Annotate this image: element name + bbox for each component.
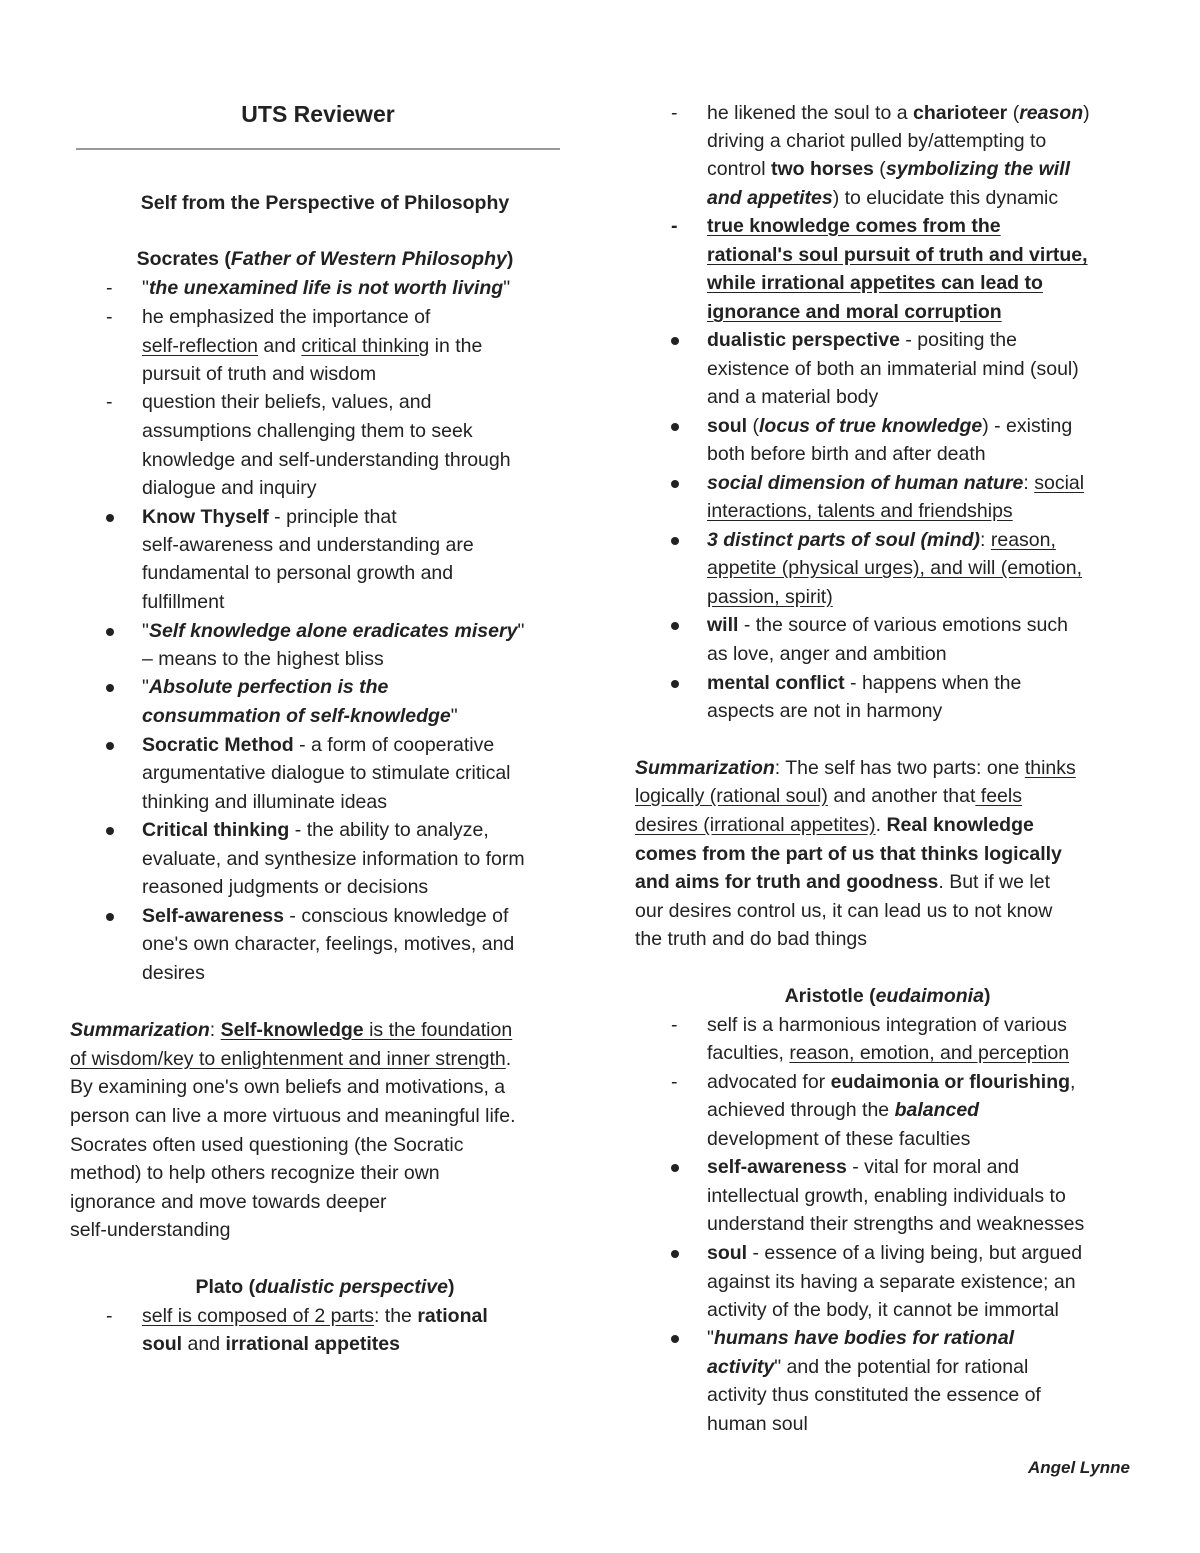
document-page: UTS Reviewer Self from the Perspective of Philosophy Socrates (Father of Western Philosophy) - "the unexamined life is not worth living" - he emphasized the importance of self-reflection and critical thinking in the pursuit of truth and wisdom - question their beliefs, values, and assumptions challenging them to seek knowledge and self-understanding through dialogue and inquiry Know Thyself - principle that self-awareness and understanding are fundamental to personal growth and fulfillment "Self knowledge alone eradicates misery" – means to the highest bliss "Absolute perfection is the consummation of self-knowledge" Socratic Method - a form of cooperative argumentative dialogue to stimulate critical thinking and illuminate ideas Critical thinking - the ability to analyze, evaluate, and synthesize information to form reasoned judgments or decisions Self-awareness - conscious knowledge of one's own character, feelings, motives, and desires Summarization: Self-knowledge is the foundation of wisdom/key to enlightenment and inner strength. By examining one's own beliefs and motivations, a person can live a more virtuous and meaningful life. Socrates often used questioning (the Socratic method) to help others recognize their own ignorance and move towards deeper self-understanding Plato (dualistic perspective) - self is composed of 2 parts: the rational soul and irrational appetites - he likened the soul to a charioteer (reason) driving a chariot pulled by/attempting to control two horses (symbolizing the will and appetites) to elucidate this dynamic - true knowledge comes from the rational's soul pursuit of truth and virtue, while irrational appetites can lead to ignorance and moral corruption dualistic perspective - positing the existence of both an immaterial mind (soul) and a material body soul (locus of true knowledge) - existing both before birth and after death social dimension of human nature: social interactions, talents and friendships 3 distinct parts of soul (mind): reason, appetite (physical urges), and will (emotion, passion, spirit) will - the source of various emotions such as love, anger and ambition mental conflict - happens when the aspects are not in harmony Summarization: The self has two parts: one thinks logically (rational soul) and another that feels desires (irrational appetites). Real knowledge comes from the part of us that thinks logically and aims for truth and goodness. But if we let our desires control us, it can lead us to not know the truth and do bad things Aristotle (eudaimonia) - self is a harmonious integration of various faculties, reason, emotion, and perception - advocated for eudaimonia or flourishing, achieved through the balanced development of these faculties self-awareness - vital for moral and intellectual growth, enabling individuals to understand their strengths and weaknesses soul - essence of a living being, but argued against its having a separate existence; an activity of the body, it cannot be immortal "humans have bodies for rational activity" and the potential for rational activity thus constituted the essence of human soul Angel Lynne bbox=[0, 0, 1200, 1553]
socrates-heading: Socrates (Father of Western Philosophy) bbox=[136, 248, 514, 270]
bullet-icon bbox=[671, 1250, 679, 1258]
dash-marker: - bbox=[671, 1071, 678, 1093]
bullet-icon bbox=[106, 628, 114, 636]
dash-marker: - bbox=[106, 1305, 113, 1327]
dash-marker: - bbox=[671, 1014, 678, 1036]
plato-heading: Plato (dualistic perspective) bbox=[195, 1276, 455, 1298]
bullet-icon bbox=[106, 514, 114, 522]
bullet-icon bbox=[671, 537, 679, 545]
bullet-icon bbox=[106, 913, 114, 921]
title-divider bbox=[76, 148, 560, 150]
author-footer: Angel Lynne bbox=[1027, 1458, 1130, 1477]
bullet-icon bbox=[671, 423, 679, 431]
bullet-icon bbox=[671, 337, 679, 345]
bullet-icon bbox=[671, 622, 679, 630]
dash-marker: - bbox=[106, 306, 113, 328]
dash-marker: - bbox=[106, 277, 113, 299]
bullet-icon bbox=[671, 680, 679, 688]
dash-marker: - bbox=[671, 215, 678, 237]
bullet-icon bbox=[106, 684, 114, 692]
dash-marker: - bbox=[106, 391, 113, 413]
document-title: UTS Reviewer bbox=[241, 101, 395, 127]
dash-marker: - bbox=[671, 102, 678, 124]
aristotle-heading: Aristotle (eudaimonia) bbox=[784, 985, 991, 1007]
bullet-icon bbox=[106, 827, 114, 835]
bullet-icon bbox=[671, 1335, 679, 1343]
bullet-icon bbox=[106, 742, 114, 750]
section-heading: Self from the Perspective of Philosophy bbox=[140, 192, 510, 214]
bullet-icon bbox=[671, 1164, 679, 1172]
bullet-icon bbox=[671, 480, 679, 488]
